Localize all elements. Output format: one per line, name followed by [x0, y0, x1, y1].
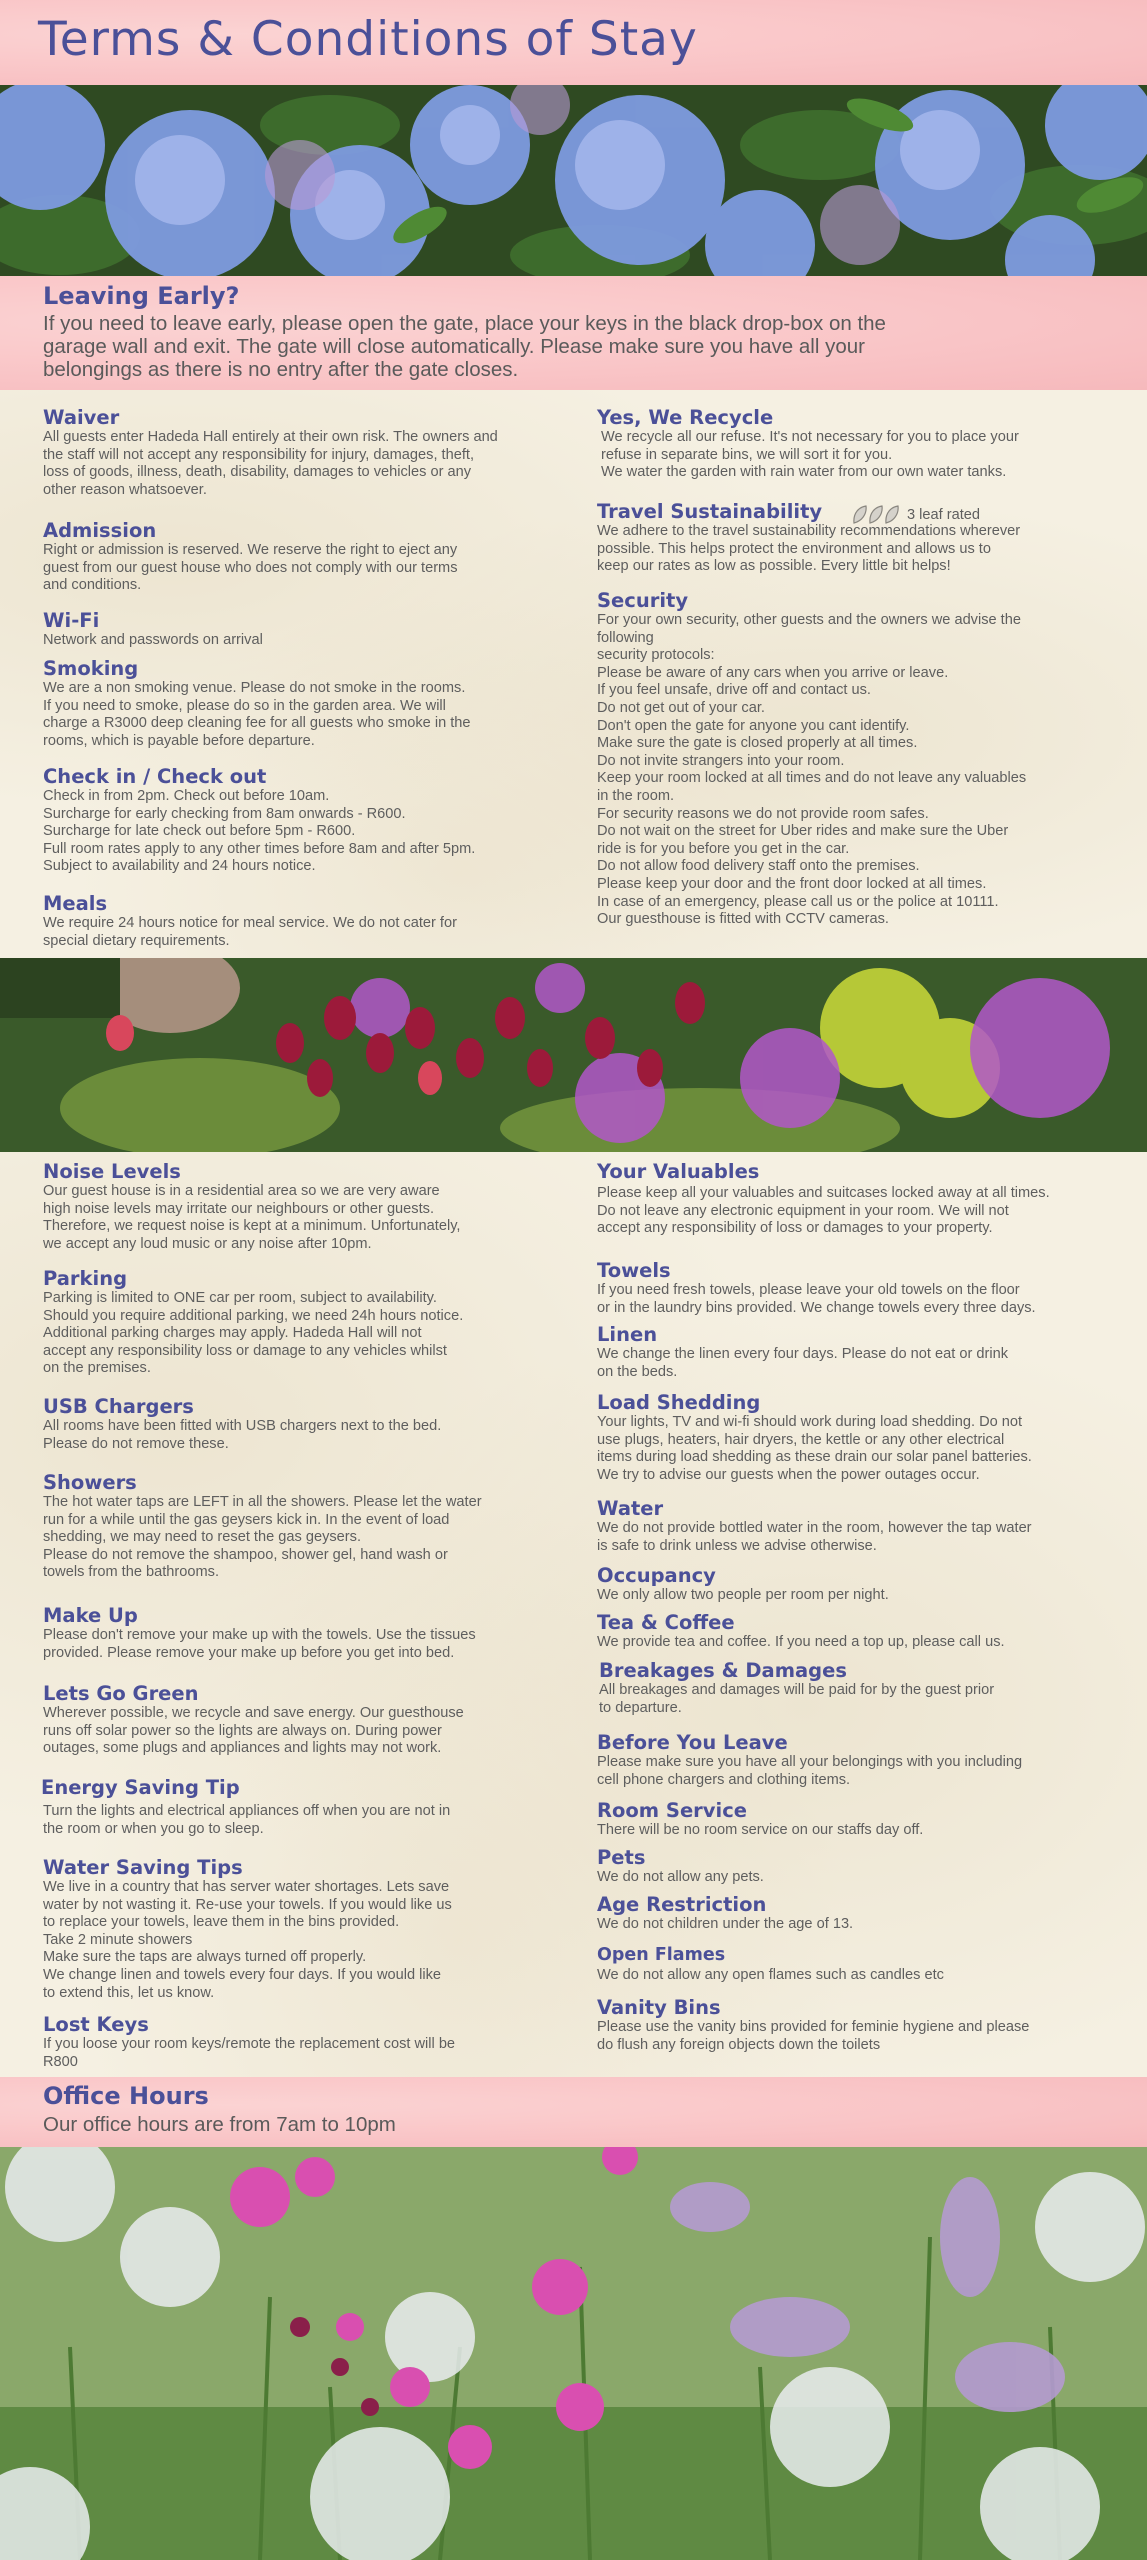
section-heading: Load Shedding	[597, 1391, 761, 1414]
section-text: We do not allow any open flames such as candles etc	[597, 1967, 944, 1983]
water-saving-section	[43, 1856, 563, 2002]
section-text: Your lights, TV and wi-fi should work during load shedding. Do not use plugs, heaters, hair dryers, the kettle or any other electrical items during load shedding as these drain our solar panel batteries. We try to advise our guests when the power outages occur.	[597, 1414, 1032, 1483]
section-heading: Towels	[597, 1259, 671, 1282]
section-heading: Before You Leave	[597, 1731, 788, 1754]
section-text: We do not provide bottled water in the room, however the tap water is safe to drink unless we advise otherwise.	[597, 1520, 1032, 1554]
recycle-section	[597, 406, 1117, 482]
security-section	[597, 589, 1117, 929]
load-shedding-section	[597, 1391, 1127, 1484]
smoking-section	[43, 657, 563, 750]
section-text: All breakages and damages will be paid for by the guest prior to departure.	[599, 1682, 995, 1716]
section-text: Turn the lights and electrical appliances off when you are not in the room or when you go to sleep.	[43, 1803, 451, 1837]
section-heading: Make Up	[43, 1604, 138, 1627]
section-text: We adhere to the travel sustainability recommendations wherever possible. This helps protect the environment and allows us to keep our rates as low as possible. Every little bit helps!	[597, 523, 1021, 575]
leaving-early-band	[0, 276, 1147, 390]
section-heading: Meals	[43, 892, 108, 915]
section-heading: Lets Go Green	[43, 1682, 199, 1705]
valuables-section	[597, 1160, 1127, 1238]
parking-section	[43, 1267, 563, 1378]
linen-section	[597, 1323, 1127, 1381]
make-up-section	[43, 1604, 563, 1662]
section-heading: Noise Levels	[43, 1160, 181, 1183]
section-heading: Travel Sustainability	[597, 500, 823, 523]
section-text: Check in from 2pm. Check out before 10am. Surcharge for early checking from 8am onwards - R600. Surcharge for late check out before 5pm - R600. Full room rates apply to any other times before 8am and after 5pm. Subject to availability and 24 hours notice.	[43, 788, 476, 875]
section-heading: Smoking	[43, 657, 139, 680]
section-text: We change the linen every four days. Please do not eat or drink on the beds.	[597, 1346, 1009, 1380]
section-text: We only allow two people per room per night.	[597, 1587, 889, 1603]
tulip-garden-photo	[0, 958, 1147, 1152]
office-hours-heading: Office Hours	[43, 2082, 209, 2110]
water-section	[597, 1497, 1127, 1555]
title-band	[0, 0, 1147, 85]
open-flames-section	[597, 1944, 1127, 1985]
section-heading: Waiver	[43, 406, 120, 429]
section-heading: Your Valuables	[597, 1160, 760, 1183]
section-heading: Occupancy	[597, 1564, 716, 1587]
section-heading: Tea & Coffee	[597, 1611, 735, 1634]
section-heading: Water Saving Tips	[43, 1856, 243, 1879]
section-heading: Security	[597, 589, 689, 612]
section-heading: Admission	[43, 519, 157, 542]
section-heading: Yes, We Recycle	[597, 406, 774, 429]
tea-coffee-section	[597, 1611, 1127, 1652]
section-heading: USB Chargers	[43, 1395, 194, 1418]
hydrangea-photo	[0, 85, 1147, 276]
section-heading: Room Service	[597, 1799, 747, 1822]
leaf-rating-label: 3 leaf rated	[907, 507, 981, 523]
section-text: We provide tea and coffee. If you need a top up, please call us.	[597, 1634, 1005, 1650]
lost-keys-section	[43, 2013, 563, 2071]
section-heading: Check in / Check out	[43, 765, 267, 788]
section-text: Network and passwords on arrival	[43, 632, 263, 648]
vanity-bins-section	[597, 1996, 1127, 2054]
section-text: Please don't remove your make up with the towels. Use the tissues provided. Please remove your make up before you get into bed.	[43, 1627, 476, 1661]
section-heading: Age Restriction	[597, 1893, 767, 1916]
showers-section	[43, 1471, 563, 1582]
usb-chargers-section	[43, 1395, 563, 1453]
office-hours-text: Our office hours are from 7am to 10pm	[43, 2113, 396, 2136]
section-text: We require 24 hours notice for meal service. We do not cater for special dietary requirements.	[43, 915, 457, 949]
noise-levels-section	[43, 1160, 563, 1253]
lets-go-green-section	[43, 1682, 563, 1758]
leaf-icon	[851, 504, 903, 526]
section-heading: Lost Keys	[43, 2013, 149, 2036]
section-text: The hot water taps are LEFT in all the showers. Please let the water run for a while until the gas geysers kick in. In the event of load shedding, we may need to reset the gas geysers. Please do not remove the shampoo, shower gel, hand wash or towels from the bathrooms.	[43, 1494, 482, 1581]
section-text: For your own security, other guests and the owners we advise the following security protocols: Please be aware of any cars when you arrive or leave. If you feel unsafe, drive off and contact us. Do not get out of your car. Don't open the gate for anyone you cant identify. Make sure the gate is closed properly at all times. Do not invite strangers into your room. Keep your room locked at all times and do not leave any valuables in the room. For security reasons we do not provide room safes. Do not wait on the street for Uber rides and make sure the Uber ride is for you before you get in the car. Do not allow food delivery staff onto the premises. Please keep your door and the front door locked at all times. In case of an emergency, please call us or the police at 10111. Our guesthouse is fitted with CCTV cameras.	[597, 612, 1027, 928]
wifi-section	[43, 609, 563, 650]
section-heading: Parking	[43, 1267, 128, 1290]
section-heading: Showers	[43, 1471, 137, 1494]
section-heading: Linen	[597, 1323, 658, 1346]
check-in-out-section	[43, 765, 563, 876]
section-text: If you loose your room keys/remote the replacement cost will be R800	[43, 2036, 456, 2070]
page-title: Terms & Conditions of Stay	[38, 12, 698, 67]
section-text: Wherever possible, we recycle and save energy. Our guesthouse runs off solar power so the lights are always on. During power outages, some plugs and appliances and lights may not work.	[43, 1705, 464, 1757]
section-text: Please use the vanity bins provided for feminie hygiene and please do flush any foreign objects down the toilets	[597, 2019, 1030, 2053]
section-text: All guests enter Hadeda Hall entirely at their own risk. The owners and the staff will not accept any responsibility for injury, damages, theft, loss of goods, illness, death, disability, damages to vehicles or any other reason whatsoever.	[43, 429, 498, 498]
section-text: We recycle all our refuse. It's not necessary for you to place your refuse in separate bins, we will sort it for you. We water the garden with rain water from our own water tanks.	[601, 429, 1019, 481]
office-hours-band	[0, 2077, 1147, 2147]
section-text: If you need fresh towels, please leave your old towels on the floor or in the laundry bins provided. We change towels every three days.	[597, 1282, 1036, 1316]
section-heading: Open Flames	[597, 1945, 726, 1965]
section-text: All rooms have been fitted with USB chargers next to the bed. Please do not remove these.	[43, 1418, 442, 1452]
meals-section	[43, 892, 563, 950]
leaving-early-text: If you need to leave early, please open the gate, place your keys in the black drop-box on the garage wall and exit. The gate will close automatically. Please make sure you have all your belongings as there is no entry after the gate closes.	[43, 312, 886, 381]
section-heading: Wi-Fi	[43, 609, 100, 632]
pets-section	[597, 1846, 1127, 1887]
section-text: There will be no room service on our staffs day off.	[597, 1822, 924, 1838]
section-heading: Pets	[597, 1846, 646, 1869]
towels-section	[597, 1259, 1127, 1317]
section-text: Right or admission is reserved. We reserve the right to eject any guest from our guest house who does not comply with our terms and conditions.	[43, 542, 458, 594]
section-heading: Energy Saving Tip	[41, 1776, 240, 1799]
breakages-section	[599, 1659, 1129, 1717]
room-service-section	[597, 1799, 1127, 1840]
wildflower-meadow-photo	[0, 2147, 1147, 2560]
section-text: Please keep all your valuables and suitcases locked away at all times. Do not leave any electronic equipment in your room. We will not accept any responsibility of loss or damages to your property.	[597, 1185, 1050, 1237]
section-heading: Water	[597, 1497, 664, 1520]
energy-saving-section	[41, 1776, 561, 1838]
admission-section	[43, 519, 563, 595]
section-text: Please make sure you have all your belongings with you including cell phone chargers and clothing items.	[597, 1754, 1023, 1788]
leaf-rating	[851, 504, 980, 526]
leaving-early-heading: Leaving Early?	[43, 282, 240, 310]
before-you-leave-section	[597, 1731, 1127, 1789]
occupancy-section	[597, 1564, 1127, 1605]
section-heading: Breakages & Damages	[599, 1659, 847, 1682]
section-text: Parking is limited to ONE car per room, subject to availability. Should you require additional parking, we need 24h hours notice. Additional parking charges may apply. Hadeda Hall will not accept any responsibility loss or damage to any vehicles whilst on the premises.	[43, 1290, 464, 1377]
age-restriction-section	[597, 1893, 1127, 1934]
waiver-section	[43, 406, 563, 499]
section-text: We are a non smoking venue. Please do not smoke in the rooms. If you need to smoke, please do so in the garden area. We will charge a R3000 deep cleaning fee for all guests who smoke in the rooms, which is payable before departure.	[43, 680, 471, 749]
section-text: We do not allow any pets.	[597, 1869, 764, 1885]
section-text: We do not children under the age of 13.	[597, 1916, 854, 1932]
section-heading: Vanity Bins	[597, 1996, 721, 2019]
section-text: We live in a country that has server water shortages. Lets save water by not wasting it. Re-use your towels. If you would like us to replace your towels, leave them in the bins provided. Take 2 minute showers Make sure the taps are always turned off properly. We change linen and towels every four days. If you would like to extend this, let us know.	[43, 1879, 452, 2001]
section-text: Our guest house is in a residential area so we are very aware high noise levels may irritate our neighbours or other guests. Therefore, we request noise is kept at a minimum. Unfortunately, we accept any loud music or any noise after 10pm.	[43, 1183, 461, 1252]
